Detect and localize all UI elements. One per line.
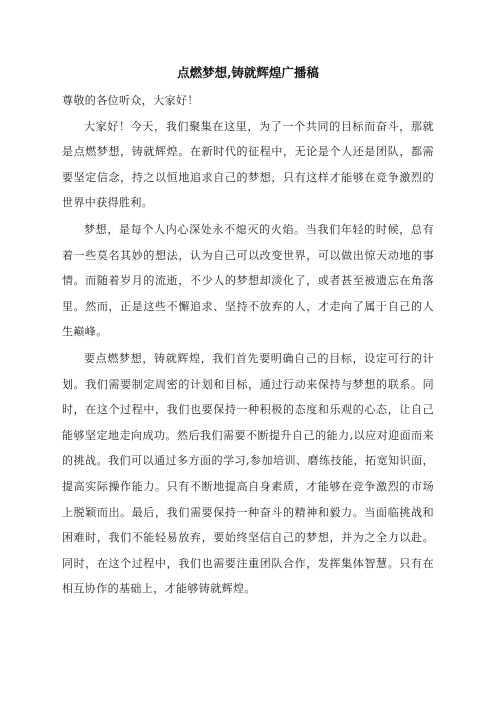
paragraph-2: 梦想，是每个人内心深处永不熄灭的火焰。当我们年轻的时候，总有着一些莫名其妙的想法，认为自己可以改变世界，可以做出惊天动地的事情。而随着岁月的流逝，不少人的梦想却淡化了，或者甚至被遗忘在角落里。然而，正是这些不懈追求、坚持不放弃的人，才走向了属于自己的人生巅峰。 — [62, 222, 434, 339]
document-title: 点燃梦想,铸就辉煌广播稿 — [177, 65, 319, 80]
salutation: 尊敬的各位听众，大家好！ — [62, 94, 199, 107]
paragraph-1: 大家好！今天，我们聚集在这里，为了一个共同的目标而奋斗，那就是点燃梦想，铸就辉煌。在新时代的征程中，无论是个人还是团队，都需要坚定信念，持之以恒地追求自己的梦想，只有这样才能够在竞争激烈的世界中获得胜利。 — [62, 119, 434, 210]
paragraph-3: 要点燃梦想，铸就辉煌，我们首先要明确自己的目标，设定可行的计划。我们需要制定周密的计划和目标，通过行动来保持与梦想的联系。同时，在这个过程中，我们也要保持一种积极的态度和乐观的心态，让自己能够坚定地走向成功。然后我们需要不断提升自己的能力,以应对迎面而来的挑战。我们可以通过多方面的学习,参加培训、磨练技能，拓宽知识面，提高实际操作能力。只有不断地提高自身素质，才能够在竞争激烈的市场上脱颖而出。最后，我们需要保持一种奋斗的精神和毅力。当面临挑战和困难时，我们不能轻易放弃，要始终坚信自己的梦想，并为之全力以赴。同时，在这个过程中，我们也需要注重团队合作，发挥集体智慧。只有在相互协作的基础上，才能够铸就辉煌。 — [62, 351, 434, 596]
